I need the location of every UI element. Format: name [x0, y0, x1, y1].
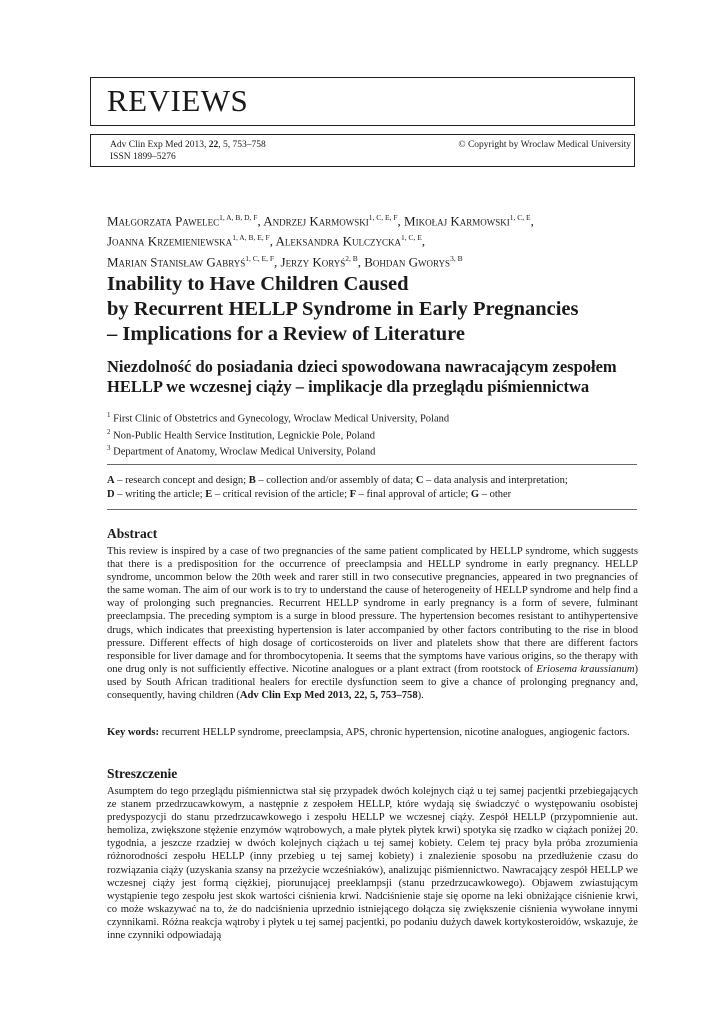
affiliation-item [107, 442, 637, 459]
section-title: REVIEWS [107, 83, 249, 118]
author-list [107, 209, 637, 270]
keywords [107, 726, 638, 739]
author-affiliation: 1, C, E, F [368, 213, 398, 222]
subtitle-line-1: Niezdolność do posiadania dzieci spowodowana nawracającym zespołem [107, 357, 617, 376]
author-separator: , [269, 233, 276, 249]
affiliation-number: 2 [107, 427, 111, 436]
affiliation-text: Non-Public Health Service Institution, Legnickie Pole, Poland [110, 430, 375, 441]
abstract-body [107, 545, 638, 702]
journal-citation [110, 139, 266, 163]
author-separator: , [257, 213, 264, 229]
abstract-species: Eriosema kraussianum [536, 663, 635, 675]
subtitle-line-2: HELLP we wczesnej ciąży – implikacje dla przeglądu piśmiennictwa [107, 377, 590, 396]
journal-info-box [90, 134, 635, 167]
issn: ISSN 1899–5276 [110, 152, 176, 162]
contrib-key: G [470, 488, 480, 500]
contrib-key: D [107, 488, 115, 500]
abstract-text: This review is inspired by a case of two pregnancies of the same patient complicated by HELLP syndrome, which suggests that there is a predisposition for the occurrence of preeclampsia and HELLP syndrome in early pregnancy. HELLP syndrome, uncommon below the 20th week and rarer still in two consecutive pregnancies, appeared in two pregnancies of the same woman. The aim of our work is to try to understand the cause of heterogeneity of HELLP syndrome and help find a way of prolonging such pregnancies. Recurrent HELLP syndrome in early pregnancy is a form of severe, fulminant preeclampsia. The preceding symptom is a surge in blood pressure. The hypertension becomes resistant to antihypertensive drugs, which indicates that preexisting hypertension is later accompanied by other factors contributing to the rise in blood pressure. Different effects of high dosage of corticosteroids on liver and platelets show that there are different factors responsible for liver damage and for thrombocytopenia. It seems that the symptoms have various origins, so the therapy with one drug only is not sufficiently effective. Nicotine analogues or a plant extract (from rootstock of [107, 546, 638, 675]
author-name: Jerzy Koryś [280, 253, 346, 269]
article-title-polish [107, 357, 637, 397]
affiliations [107, 409, 637, 459]
author-affiliation: 1, A, B, E, F [232, 233, 270, 243]
journal-line: Adv Clin Exp Med 2013, [110, 140, 209, 150]
affiliation-item [107, 409, 637, 426]
contrib-text: – critical revision of the article; [212, 488, 350, 500]
abstract-citation: Adv Clin Exp Med 2013, 22, 5, 753–758 [239, 690, 418, 702]
title-line-3: – Implications for a Review of Literature [107, 323, 465, 345]
affiliation-text: First Clinic of Obstetrics and Gynecology, Wroclaw Medical University, Poland [110, 413, 450, 425]
author-affiliation: 1, C, E [509, 213, 531, 222]
author-name: Marian Stanisław Gabryś [107, 253, 246, 269]
author-separator: , [357, 253, 365, 269]
contrib-key: E [205, 488, 213, 500]
title-line-1: Inability to Have Children Caused [107, 273, 409, 295]
author-name: Mikołaj Karmowski [404, 213, 510, 229]
contrib-key: C [415, 475, 424, 486]
contrib-key: F [349, 488, 357, 500]
author-affiliation: 1, A, B, D, F [219, 213, 258, 222]
copyright: © Copyright by Wroclaw Medical University [458, 140, 631, 150]
contributions-legend [107, 474, 637, 501]
streszczenie-heading: Streszczenie [107, 766, 178, 781]
author-separator: , [421, 233, 426, 249]
author-affiliation: 2, B [345, 253, 358, 263]
contrib-text: – writing the article; [114, 488, 206, 500]
abstract-heading: Abstract [107, 526, 158, 541]
author-separator: , [397, 213, 405, 229]
keywords-text: recurrent HELLP syndrome, preeclampsia, APS, chronic hypertension, nicotine analogues, angiogenic factors. [159, 727, 630, 738]
author-name: Bohdan Gworys [364, 253, 451, 269]
contrib-text: – other [479, 488, 512, 500]
author-separator: , [274, 253, 281, 269]
author-name: Małgorzata Pawelec [107, 213, 220, 229]
journal-rest: , 5, 753–758 [218, 140, 266, 150]
contrib-text: – research concept and design; [114, 475, 249, 486]
streszczenie-body: Asumptem do tego przeglądu piśmiennictwa stał się przypadek dwóch kolejnych ciąż u tej samej pacjentki przebiegających ze stanem przedrzucawkowym, a następnie z zespołem HELLP, które wydają się świadczyć o występowaniu osobistej predyspozycji do stanu przedrzucawkowego i zespołu HELLP we wczesnej ciąży. Zespół HELLP (przypomnienie aut. hemoliza, zwiększone stężenie enzymów wątrobowych, a małe płytek płytek krwi) spotyka się rzadko w ciążach poniżej 20. tygodnia, a jeszcze rzadziej w dwóch kolejnych ciążach u tej samej kobiety. Celem tej pracy była próba zrozumienia różnorodności zespołu HELLP (inny przebieg u tej samej kobiety) i znalezienie sposobu na przedłużenie czasu do rozwiązania ciąży (uzyskania szansy na przeżycie wcześniaków), analizując piśmiennictwo. Nawracający zespół HELLP we wczesnej ciąży jest formą ciężkiej, piorunującej preeklampsji (stanu przedrzucawkowego). Objawem zwiastującym wystąpienie tego zespołu jest skok wartości ciśnienia krwi. Nadciśnienie staje się oporne na leki obniżające ciśnienie krwi, co może wskazywać na to, że do nadciśnienia uprzednio istniejącego dołącza się zwiększenie ciśnienia wywołane innymi czynnikami. Różna reakcja wątroby i płytek u tej samej pacjentki, po podaniu dużych dawek kortykosteroidów, wskazuje, że inne czynniki odpowiadają [107, 786, 638, 942]
keywords-label: Key words: [107, 727, 160, 738]
abstract-text: ). [417, 690, 424, 702]
article-title [107, 272, 637, 347]
author-affiliation: 3, B [450, 253, 463, 263]
contrib-text: – final approval of article; [356, 488, 471, 500]
contrib-text: – data analysis and interpretation; [423, 475, 568, 486]
divider-bottom [107, 509, 637, 510]
section-banner [90, 77, 635, 126]
affiliation-item [107, 426, 637, 443]
author-name: Andrzej Karmowski [263, 213, 369, 229]
contrib-key: A [107, 475, 115, 486]
author-affiliation: 1, C, E, F [245, 253, 275, 263]
title-line-2: by Recurrent HELLP Syndrome in Early Pregnancies [107, 298, 579, 320]
affiliation-number: 1 [107, 411, 111, 419]
divider-top [107, 464, 637, 465]
author-name: Joanna Krzemieniewska [107, 233, 233, 249]
author-separator: , [530, 213, 534, 229]
author-name: Aleksandra Kulczycka [275, 233, 402, 249]
contrib-text: – collection and/or assembly of data; [255, 475, 416, 486]
journal-volume: 22 [208, 140, 219, 150]
author-affiliation: 1, C, E [401, 233, 422, 243]
affiliation-number: 3 [107, 444, 111, 452]
contrib-key: B [248, 475, 256, 486]
affiliation-text: Department of Anatomy, Wroclaw Medical University, Poland [110, 446, 376, 458]
abstract-text: ) used by South African traditional healers for erectile dysfunction seem to give a chance of prolonging pregnancy and, consequently, having children ( [107, 663, 639, 702]
